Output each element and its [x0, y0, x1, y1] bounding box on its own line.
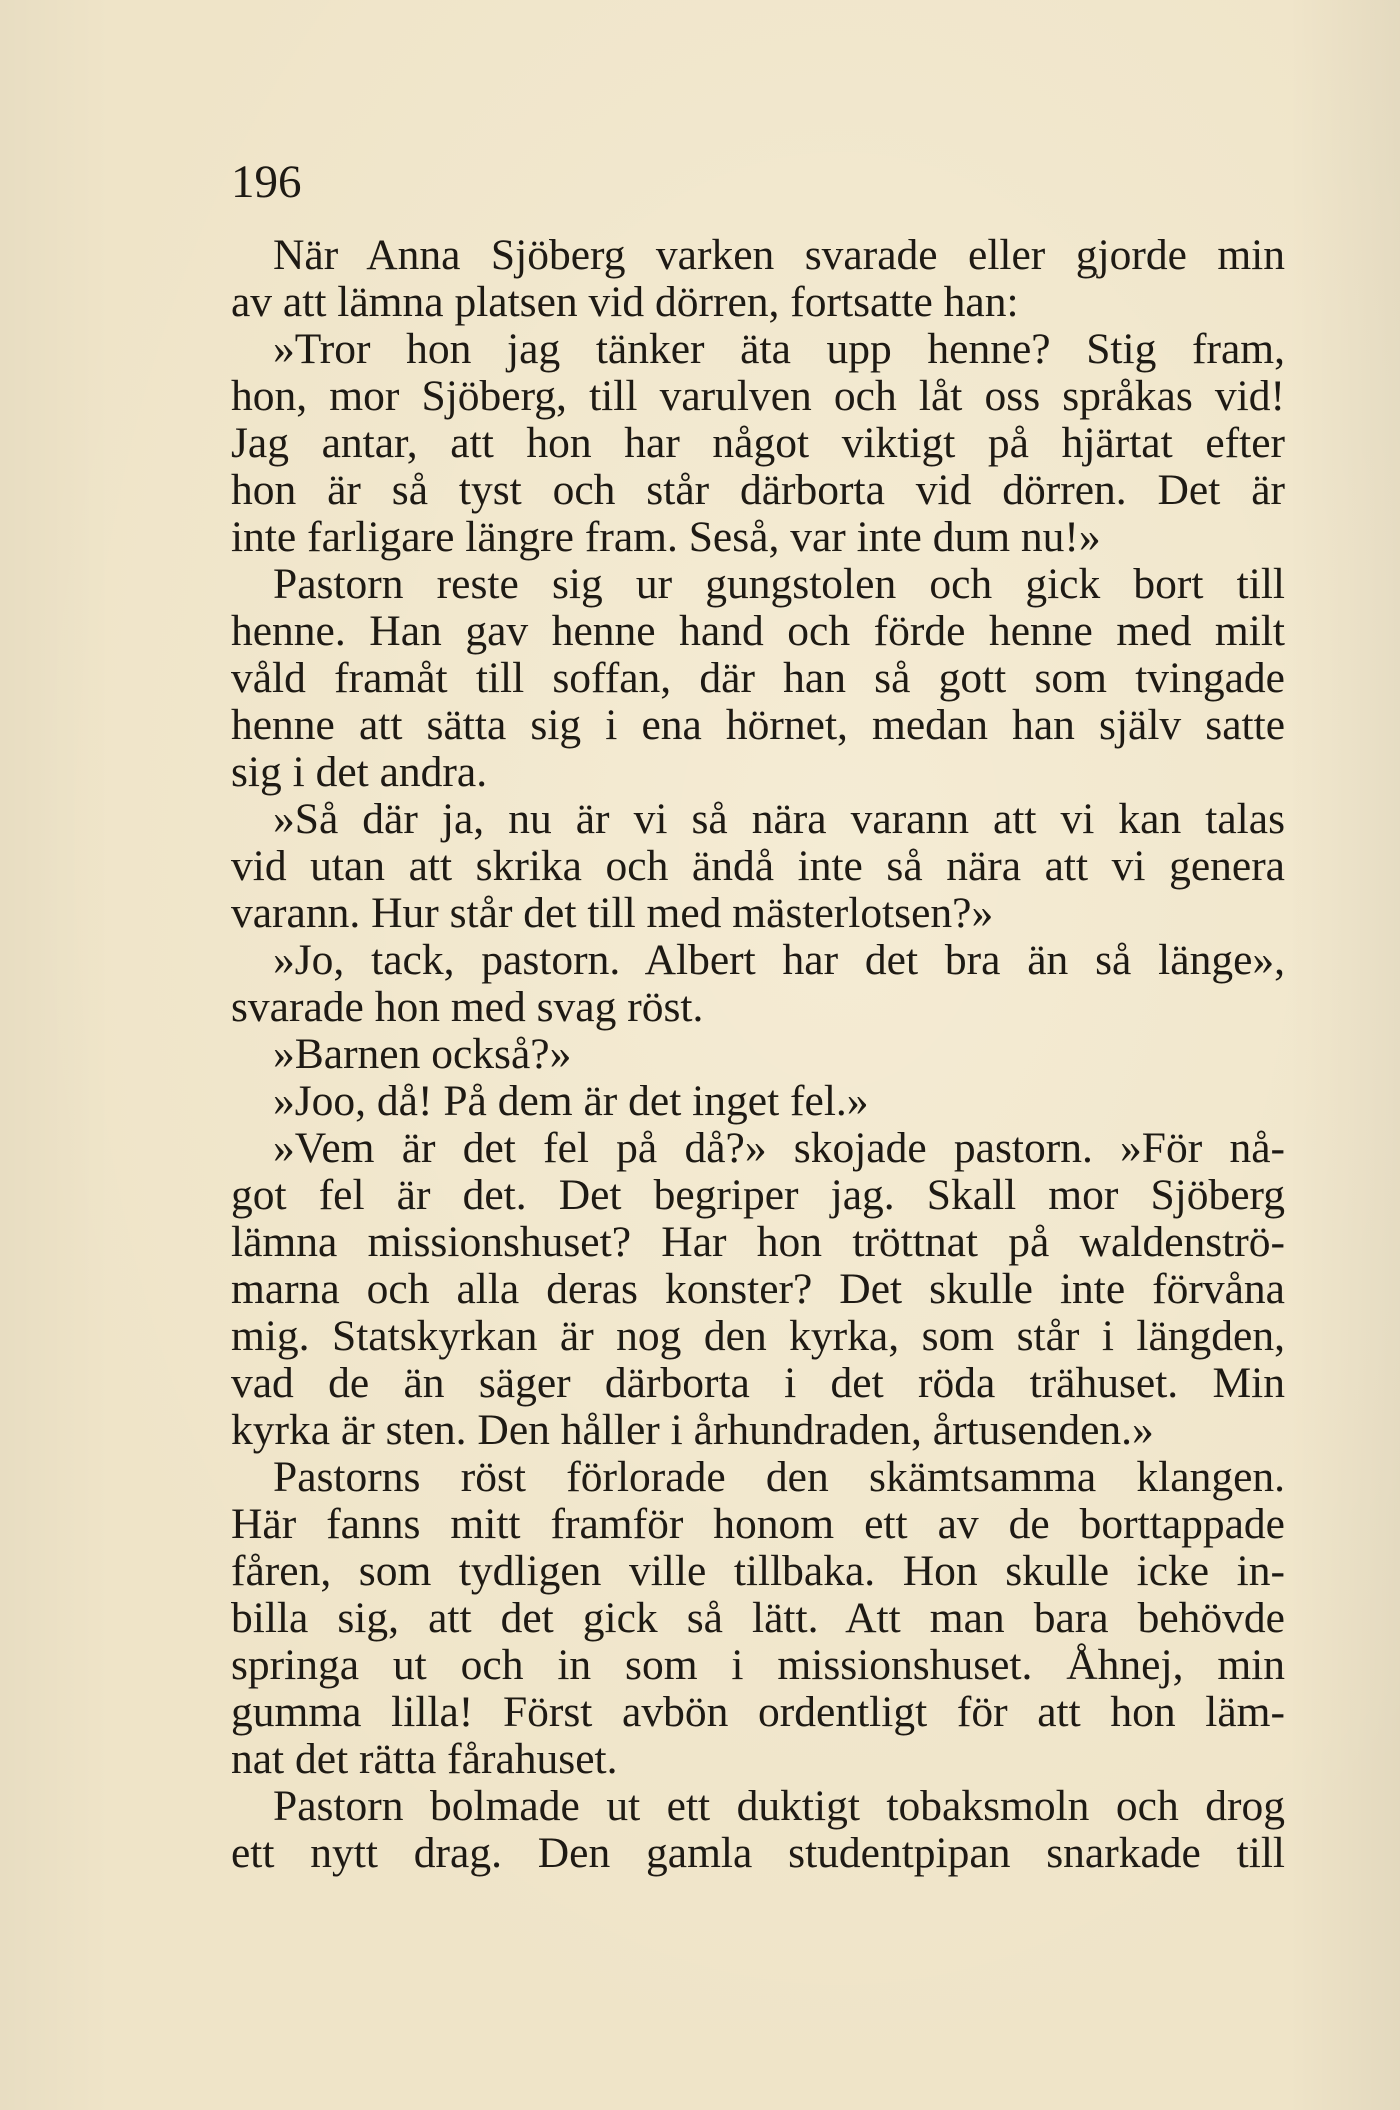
- text-line: av att lämna platsen vid dörren, fortsatte han:: [231, 278, 1019, 326]
- text-line: lämna missionshuset? Har hon tröttnat på waldenströ-: [231, 1218, 1285, 1266]
- text-line: vad de än säger därborta i det röda trähuset. Min: [231, 1359, 1285, 1407]
- text-line: »Så där ja, nu är vi så nära varann att vi kan talas: [273, 795, 1285, 843]
- text-line: När Anna Sjöberg varken svarade eller gjorde min: [273, 231, 1285, 279]
- text-line: vid utan att skrika och ändå inte så nära att vi genera: [231, 842, 1285, 890]
- text-line: marna och alla deras konster? Det skulle inte förvåna: [231, 1265, 1285, 1313]
- text-line: sig i det andra.: [231, 748, 488, 796]
- text-line: henne att sätta sig i ena hörnet, medan han själv satte: [231, 701, 1285, 749]
- text-line: inte farligare längre fram. Seså, var inte dum nu!»: [231, 513, 1101, 561]
- text-line: hon är så tyst och står därborta vid dörren. Det är: [231, 466, 1285, 514]
- text-line: »Jo, tack, pastorn. Albert har det bra än så länge»,: [273, 936, 1285, 984]
- text-line: springa ut och in som i missionshuset. Åhnej, min: [231, 1641, 1285, 1689]
- text-line: Pastorn bolmade ut ett duktigt tobaksmoln och drog: [273, 1782, 1285, 1830]
- page-number: 196: [231, 156, 302, 208]
- text-line: henne. Han gav henne hand och förde henne med milt: [231, 607, 1285, 655]
- text-line: billa sig, att det gick så lätt. Att man bara behövde: [231, 1594, 1285, 1642]
- text-line: gumma lilla! Först avbön ordentligt för att hon läm-: [231, 1688, 1285, 1736]
- text-line: »Tror hon jag tänker äta upp henne? Stig fram,: [273, 325, 1285, 373]
- text-line: varann. Hur står det till med mästerlotsen?»: [231, 889, 994, 937]
- body-text: [231, 232, 1285, 1877]
- text-line: Jag antar, att hon har något viktigt på hjärtat efter: [231, 419, 1285, 467]
- text-line: kyrka är sten. Den håller i århundraden, årtusenden.»: [231, 1406, 1154, 1454]
- text-line: mig. Statskyrkan är nog den kyrka, som står i längden,: [231, 1312, 1285, 1360]
- text-line: Pastorns röst förlorade den skämtsamma klangen.: [273, 1453, 1285, 1501]
- text-line: svarade hon med svag röst.: [231, 983, 704, 1031]
- text-line: ett nytt drag. Den gamla studentpipan snarkade till: [231, 1829, 1285, 1877]
- text-line: fåren, som tydligen ville tillbaka. Hon skulle icke in-: [231, 1547, 1285, 1595]
- text-line: Här fanns mitt framför honom ett av de borttappade: [231, 1500, 1285, 1548]
- text-line: våld framåt till soffan, där han så gott som tvingade: [231, 654, 1285, 702]
- text-line: hon, mor Sjöberg, till varulven och låt oss språkas vid!: [231, 372, 1285, 420]
- text-line: nat det rätta fårahuset.: [231, 1735, 618, 1783]
- text-line: »Barnen också?»: [273, 1030, 572, 1078]
- text-line: Pastorn reste sig ur gungstolen och gick bort till: [273, 560, 1285, 608]
- text-line: »Vem är det fel på då?» skojade pastorn. »För nå-: [273, 1124, 1285, 1172]
- text-line: »Joo, då! På dem är det inget fel.»: [273, 1077, 869, 1125]
- text-line: got fel är det. Det begriper jag. Skall mor Sjöberg: [231, 1171, 1285, 1219]
